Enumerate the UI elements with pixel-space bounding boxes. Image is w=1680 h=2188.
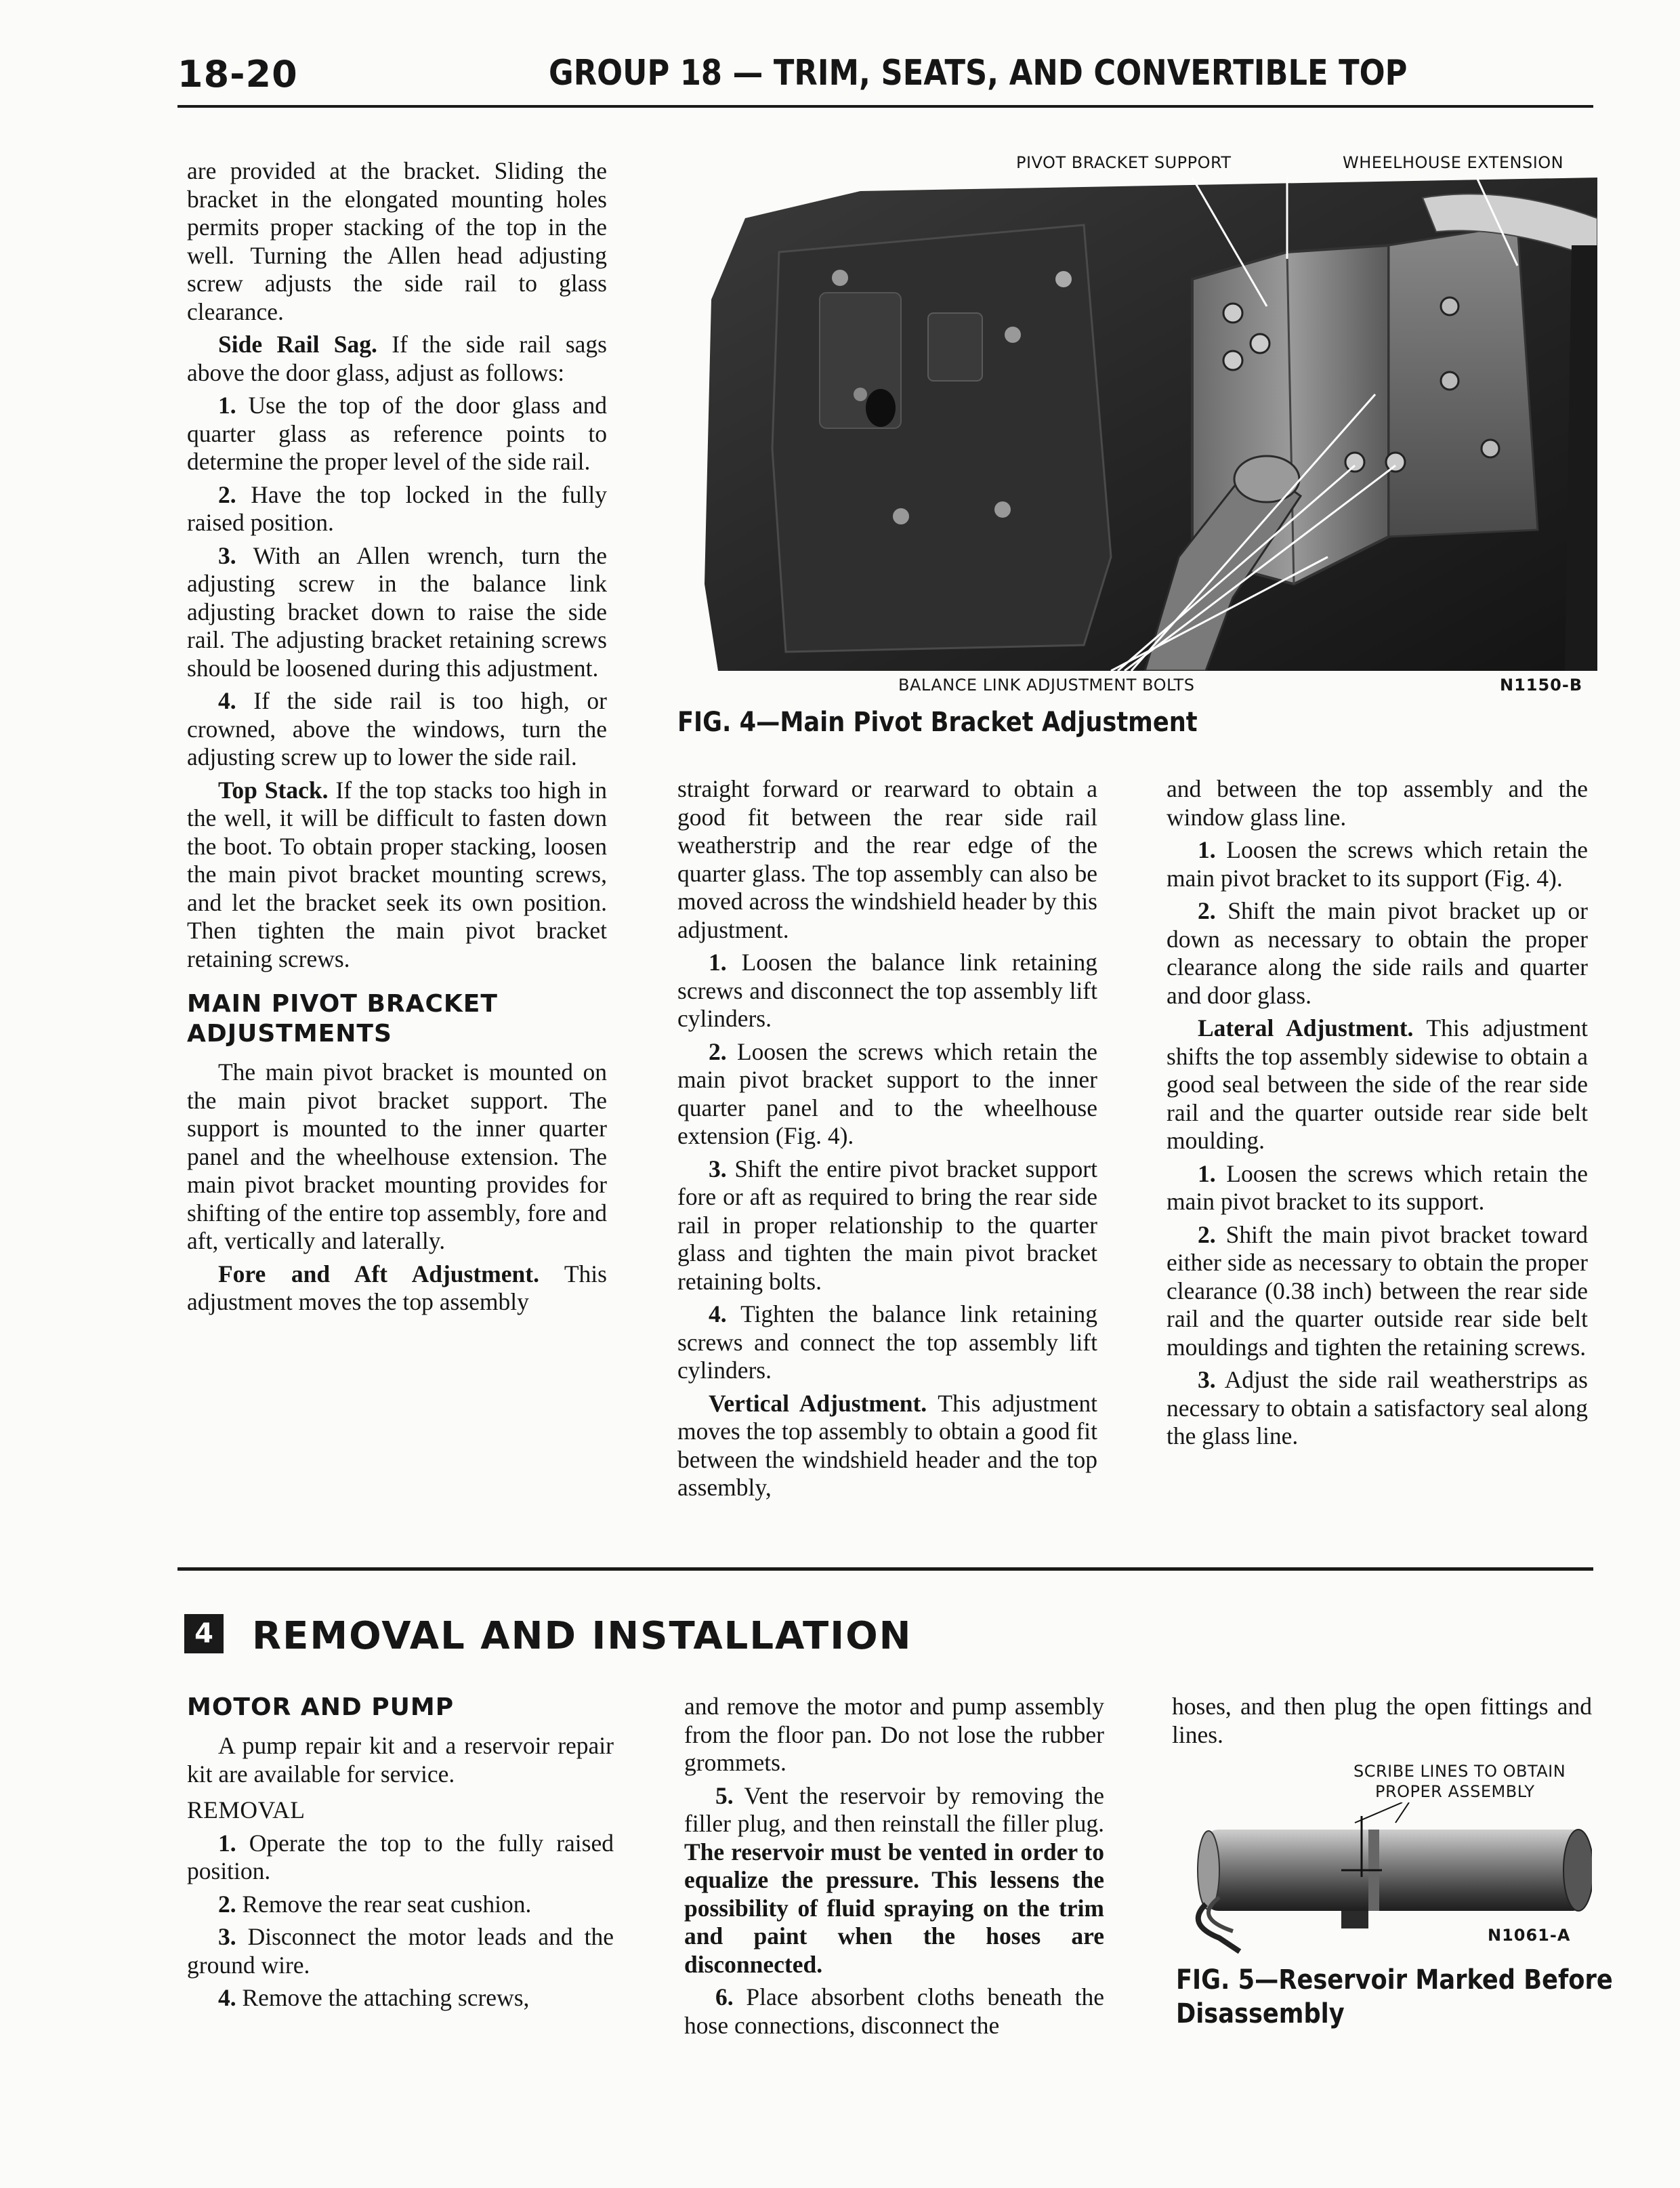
step-number: 3.: [1198, 1366, 1216, 1393]
figure-5-code: N1061-A: [1488, 1926, 1571, 1945]
step-text: Loosen the screws which retain the main pivot bracket to its support.: [1167, 1159, 1588, 1215]
step-number: 2.: [1198, 1220, 1216, 1248]
label-wheelhouse-extension: WHEELHOUSE EXTENSION: [1343, 153, 1564, 172]
run-in-heading: Side Rail Sag.: [218, 331, 377, 358]
paragraph: [187, 777, 607, 974]
left-column: [187, 157, 607, 1321]
step-text: Tighten the balance link retaining screws and connect the top assembly lift cylinders.: [677, 1300, 1097, 1384]
step-text: Loosen the screws which retain the main pivot bracket to its support (Fig. 4).: [1167, 836, 1588, 892]
paragraph: [187, 1260, 607, 1317]
step-text: Disconnect the motor leads and the ground wire.: [187, 1923, 614, 1979]
step-text: Adjust the side rail weatherstrips as necessary to obtain a satisfactory seal along the glass line.: [1167, 1366, 1588, 1449]
paragraph-text: If the top stacks too high in the well, it will be difficult to fasten down the boot. To obtain proper stacking, loosen the main pivot bracket mounting screws, and let the bracket seek its own position. Then tighten the main pivot bracket retaining screws.: [187, 776, 607, 972]
step-text: If the side rail is too high, or crowned, above the windows, turn the adjusting screw up to lower the side rail.: [187, 687, 607, 770]
paragraph: and between the top assembly and the window glass line.: [1167, 775, 1588, 831]
step-number: 2.: [218, 480, 236, 508]
middle-column: [677, 775, 1097, 1507]
figure-4-caption: FIG. 4—Main Pivot Bracket Adjustment: [677, 707, 1198, 738]
subsection-heading: MOTOR AND PUMP: [187, 1693, 455, 1721]
figure-4-photo: [705, 178, 1597, 671]
group-title: GROUP 18 — TRIM, SEATS, AND CONVERTIBLE TOP: [549, 53, 1408, 94]
right-column: [1167, 775, 1588, 1456]
warning-text: The reservoir must be vented in order to equalize the pressure. This lessens the possibility of fluid spraying on the trim and paint when the hoses are disconnected.: [684, 1838, 1104, 1978]
label-scribe-lines: SCRIBE LINES TO OBTAIN: [1353, 1762, 1566, 1781]
step-number: 2.: [709, 1037, 727, 1065]
paragraph-text: This adjustment moves the top assembly: [187, 1260, 607, 1315]
label-balance-link-bolts: BALANCE LINK ADJUSTMENT BOLTS: [898, 676, 1195, 695]
paragraph-text: This adjustment moves the top assembly to obtain a good fit between the windshield header and the top assembly,: [677, 1389, 1097, 1501]
step-number: 2.: [218, 1890, 236, 1918]
step: [1167, 1221, 1588, 1362]
step-text: Loosen the balance link retaining screws and disconnect the top assembly lift cylinders.: [677, 949, 1097, 1032]
removal-right-column: [1172, 1693, 1592, 1754]
step: [187, 1923, 614, 1979]
step-text: Loosen the screws which retain the main pivot bracket support to the inner quarter panel and to the wheelhouse extension (Fig. 4).: [677, 1037, 1097, 1149]
section-header: [177, 1614, 1194, 1661]
paragraph: [1167, 1014, 1588, 1155]
step: [187, 392, 607, 476]
paragraph-text: This adjustment shifts the top assembly sidewise to obtain a good seal between the side of the rear side rail and the quarter outside rear side belt moulding.: [1167, 1014, 1588, 1154]
paragraph: and remove the motor and pump assembly from the floor pan. Do not lose the rubber grommets.: [684, 1693, 1104, 1776]
step: [187, 687, 607, 772]
step-text: Shift the main pivot bracket up or down as necessary to obtain the proper clearance along the side rails and quarter and door glass.: [1167, 897, 1588, 1009]
step-text: Shift the entire pivot bracket support fore or aft as required to bring the rear side rail in proper relationship to the quarter glass and tighten the main pivot bracket retaining bolts.: [677, 1155, 1097, 1295]
paragraph: A pump repair kit and a reservoir repair kit are available for service.: [187, 1732, 614, 1788]
step: [187, 1891, 614, 1919]
step-text: Have the top locked in the fully raised position.: [187, 480, 607, 536]
subheading-removal: REMOVAL: [187, 1796, 306, 1823]
paragraph-text: If the side rail sags above the door glass, adjust as follows:: [187, 331, 608, 386]
figure-4-code: N1150-B: [1500, 676, 1583, 695]
paragraph: straight forward or rearward to obtain a good fit between the rear side rail weatherstrip and the rear edge of the quarter glass. The top assembly can also be moved across the windshield header by this adjustment.: [677, 775, 1097, 943]
section-heading: MAIN PIVOT BRACKET ADJUSTMENTS: [187, 990, 498, 1048]
step: [187, 542, 607, 683]
run-in-heading: Top Stack.: [218, 776, 329, 804]
section-title: REMOVAL AND INSTALLATION: [252, 1614, 912, 1658]
header-rule: [177, 105, 1593, 108]
step: [684, 1983, 1104, 2040]
step-number: 1.: [218, 1829, 236, 1857]
step-number: 2.: [1198, 897, 1216, 924]
removal-left-column: [187, 1693, 614, 2017]
step: [677, 1155, 1097, 1296]
step: [187, 1984, 614, 2012]
paragraph: hoses, and then plug the open fittings and lines.: [1172, 1693, 1592, 1748]
step-number: 3.: [709, 1155, 727, 1182]
step: [1167, 1160, 1588, 1216]
step: [684, 1782, 1104, 1979]
step-text: Use the top of the door glass and quarter glass as reference points to determine the proper level of the side rail.: [187, 392, 607, 475]
step-number: 6.: [715, 1983, 734, 2010]
step: [1167, 897, 1588, 1010]
step-text: Remove the attaching screws,: [236, 1984, 530, 2011]
step-number: 1.: [1198, 1159, 1216, 1187]
step-number: 1.: [709, 949, 727, 976]
run-in-heading: Lateral Adjustment.: [1198, 1014, 1414, 1041]
step: [1167, 836, 1588, 892]
paragraph: [187, 331, 607, 387]
figure-5-caption: FIG. 5—Reservoir Marked Before: [1176, 1964, 1613, 1996]
step: [677, 1300, 1097, 1385]
step-number: 1.: [218, 392, 236, 419]
paragraph: [677, 1390, 1097, 1502]
step-text: With an Allen wrench, turn the adjusting screw in the balance link adjusting bracket down to raise the side rail. The adjusting bracket retaining screws should be loosened during this adjustment.: [187, 541, 607, 682]
step-text: Place absorbent cloths beneath the hose connections, disconnect the: [684, 1983, 1104, 2039]
step-number: 4.: [709, 1300, 727, 1327]
step-number: 3.: [218, 1923, 236, 1950]
step-text: Remove the rear seat cushion.: [236, 1890, 532, 1918]
step-number: 5.: [715, 1781, 734, 1809]
run-in-heading: Fore and Aft Adjustment.: [218, 1260, 539, 1287]
page-header: [0, 53, 1680, 100]
paragraph: The main pivot bracket is mounted on the main pivot bracket support. The support is mounted to the inner quarter panel and the wheelhouse extension. The main pivot bracket mounting provides for shifting of the entire top assembly, fore and aft, vertically and laterally.: [187, 1058, 607, 1254]
pivot-bracket-photo-illustration: [705, 178, 1597, 671]
step: [187, 1830, 614, 1886]
label-pivot-bracket-support: PIVOT BRACKET SUPPORT: [1016, 153, 1232, 172]
paragraph: are provided at the bracket. Sliding the bracket in the elongated mounting holes permits proper stacking of the top in the well. Turning the Allen head adjusting screw adjusts the side rail to glass clearance.: [187, 157, 607, 325]
step-text: Shift the main pivot bracket toward either side as necessary to obtain the proper clearance (0.38 inch) between the rear side rail and the quarter outside rear side belt mouldings and tighten the retaining screws.: [1167, 1220, 1588, 1361]
step-text: Vent the reservoir by removing the filler plug, and then reinstall the filler plug.: [684, 1781, 1104, 1837]
step: [1167, 1366, 1588, 1451]
label-proper-assembly: PROPER ASSEMBLY: [1375, 1782, 1535, 1801]
step-number: 3.: [218, 541, 236, 569]
step-number: 1.: [1198, 836, 1216, 863]
figure-5-caption-line-2: Disassembly: [1176, 1998, 1345, 2029]
step-number: 4.: [218, 1984, 236, 2011]
section-rule: [177, 1567, 1593, 1571]
step-number: 4.: [218, 687, 236, 714]
step: [677, 1038, 1097, 1151]
page-number: 18-20: [177, 53, 298, 96]
step-text: Operate the top to the fully raised position.: [187, 1829, 614, 1884]
step: [677, 949, 1097, 1033]
removal-middle-column: [684, 1693, 1104, 2044]
run-in-heading: Vertical Adjustment.: [709, 1389, 927, 1417]
section-number-badge: 4: [184, 1614, 224, 1653]
step: [187, 481, 607, 537]
